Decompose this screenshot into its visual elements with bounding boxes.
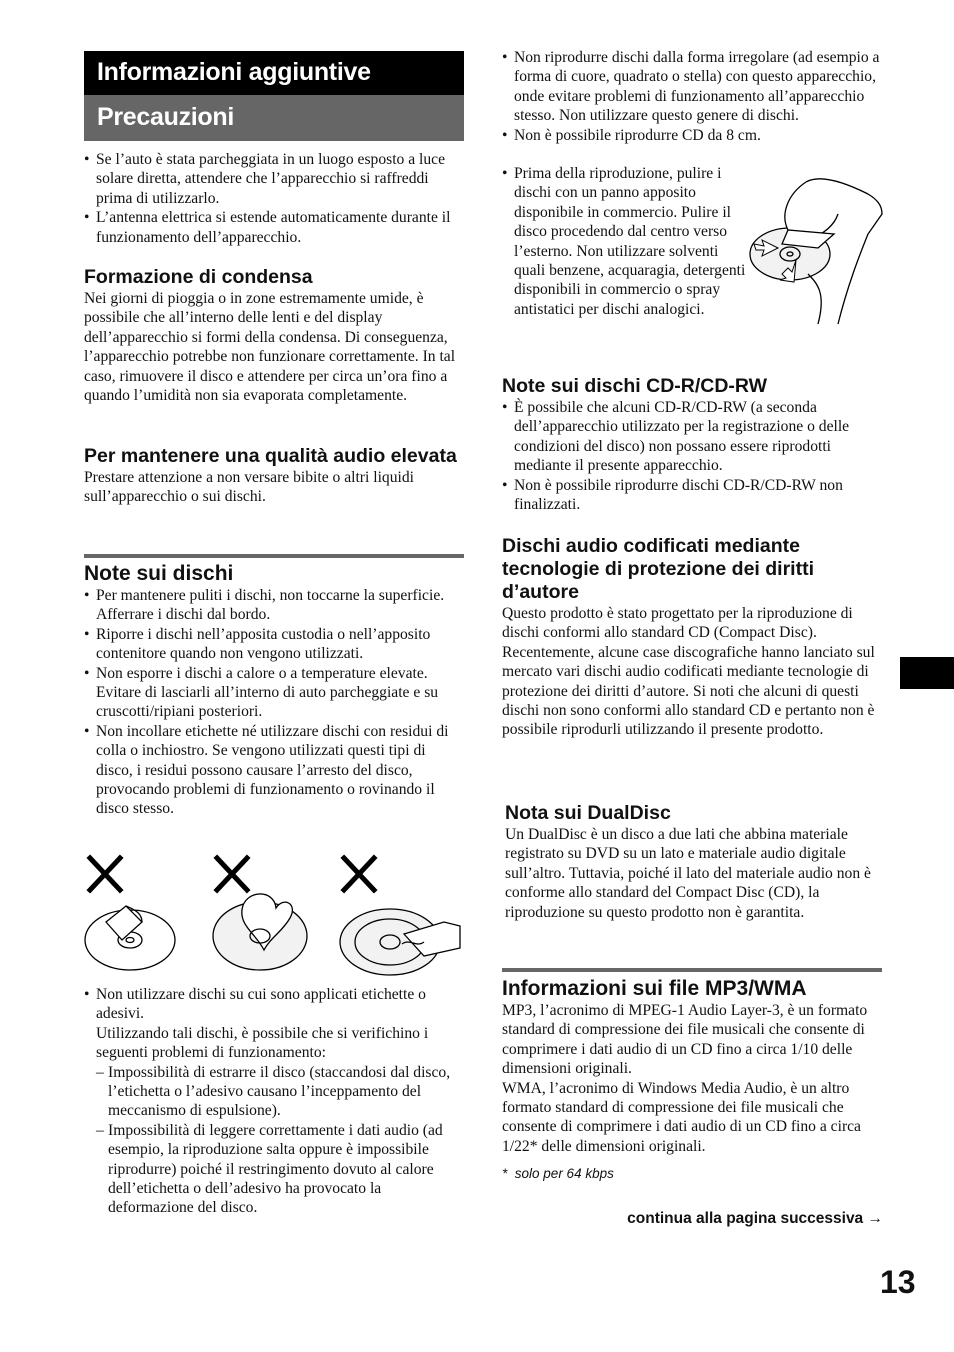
mp3-text-1: MP3, l’acronimo di MPEG-1 Audio Layer-3, è un formato standard di compressione dei file musicali che consente di comprimere i dati audio di un CD fino a circa 1/10 delle dimensioni originali. <box>502 1002 868 1078</box>
disc-bullets <box>502 48 882 145</box>
audio-quality-heading: Per mantenere una qualità audio elevata <box>84 445 457 467</box>
label-warning-list <box>84 985 464 1218</box>
label-followup-text: Utilizzando tali dischi, è possibile che si verifichino i seguenti problemi di funzionamento: <box>96 1024 429 1062</box>
list-item: • L’antenna elettrica si estende automaticamente durante il funzionamento dell’apparecchio. <box>84 208 464 247</box>
heart-shaped-disc-icon <box>213 894 307 970</box>
language-tab <box>900 657 954 689</box>
list-item: • Non è possibile riprodurre CD da 8 cm. <box>502 126 882 145</box>
section-divider <box>84 554 464 558</box>
continue-text: continua alla pagina successiva <box>627 1210 864 1227</box>
mp3-text-2: WMA, l’acronimo di Windows Media Audio, è un altro formato standard di compressione dei file musicali che consente di comprimere i dati audio di un CD fino a circa 1/22* delle dimensioni originali. <box>502 1079 861 1155</box>
footnote <box>502 1164 882 1183</box>
prohibited-x-icon <box>90 858 120 890</box>
continue-note <box>561 1210 883 1228</box>
audio-quality-section <box>84 445 464 507</box>
list-item: • È possibile che alcuni CD-R/CD-RW (a seconda dell’apparecchio utilizzato per la registrazione o delle condizioni del disco) non possano essere riprodotti mediante il presente apparecchio. <box>502 398 882 476</box>
condensation-heading: Formazione di condensa <box>84 266 313 288</box>
list-item: • Riporre i dischi nell’apposita custodia o nell’apposito contenitore quando non vengono utilizzati. <box>84 625 464 664</box>
list-item: – Impossibilità di estrarre il disco (staccandosi dal disco, l’etichetta o l’adesivo causano l’inceppamento del meccanismo di espulsione). <box>96 1063 464 1121</box>
prohibited-discs-illustration <box>84 852 464 980</box>
prohibited-x-icon <box>217 858 247 890</box>
section-title: Informazioni aggiuntive <box>84 51 464 95</box>
label-problems-list <box>96 1063 464 1218</box>
list-item: • Se l’auto è stata parcheggiata in un luogo esposto a luce solare diretta, attendere che l’apparecchio si raffreddi prima di utilizzarlo. <box>84 150 464 208</box>
prohibited-x-icon <box>344 858 374 890</box>
label-warning-text: Non utilizzare dischi su cui sono applicati etichette o adesivi. <box>96 986 426 1023</box>
mp3-section <box>502 976 882 1184</box>
disc-with-residue-icon <box>340 909 460 975</box>
cleaning-list <box>502 164 747 319</box>
disc-notes-list <box>84 586 464 819</box>
intro-list <box>84 150 464 247</box>
condensation-text: Nei giorni di pioggia o in zone estremamente umide, è possibile che all’interno delle lenti e del display dell’apparecchio si formi della condensa. Di conseguenza, l’apparecchio potrebbe non funzionare correttamente. In tal caso, rimuovere il disco e attendere per circa un’ora fino a quando l’umidità non sia evaporata completamente. <box>84 290 456 405</box>
cdr-list <box>502 398 882 514</box>
list-item: • Non è possibile riprodurre dischi CD-R/CD-RW non finalizzati. <box>502 476 882 515</box>
disc-cleaning-illustration <box>748 174 884 326</box>
list-item: • Non riprodurre dischi dalla forma irregolare (ad esempio a forma di cuore, quadrato o stella) con questo apparecchio, onde evitare problemi di funzionamento all’apparecchio stesso. Non utilizzare questo genere di dischi. <box>502 48 882 126</box>
page-number: 13 <box>880 1264 916 1300</box>
arrow-right-icon: → <box>867 1210 883 1227</box>
disc-notes-heading: Note sui dischi <box>84 562 234 585</box>
mp3-heading: Informazioni sui file MP3/WMA <box>502 977 807 1000</box>
list-item: • Non esporre i dischi a calore o a temperature elevate. Evitare di lasciarli all’interno di auto parcheggiate e su cruscotti/ripiani posteriori. <box>84 664 464 722</box>
disc-notes-section <box>84 561 464 819</box>
list-item: • Non incollare etichette né utilizzare dischi con residui di colla o inchiostro. Se vengono utilizzati questi tipi di disco, i residui possono causare l’arresto del disco, provocando problemi di funzionamento o rovinando il disco stesso. <box>84 722 464 819</box>
list-item: • Prima della riproduzione, pulire i dischi con un panno apposito disponibile in commercio. Pulire il disco procedendo dal centro verso l’esterno. Non utilizzare solventi quali benzene, acquaragia, detergenti disponibili in commercio o spray antistatici per dischi analogici. <box>502 164 747 319</box>
subsection-title: Precauzioni <box>84 95 464 141</box>
copyright-text-2: Recentemente, alcune case discografiche hanno lanciato sul mercato vari dischi audio codificati mediante tecnologie di protezione dei diritti d’autore. Si noti che alcuni di questi dischi non sono conformi allo standard CD e pertanto non è possibile riprodurli utilizzando il presente prodotto. <box>502 643 875 739</box>
audio-quality-text: Prestare attenzione a non versare bibite o altri liquidi sull’apparecchio o sui dischi. <box>84 469 414 506</box>
copyright-text-1: Questo prodotto è stato progettato per la riproduzione di dischi conformi allo standard CD (Compact Disc). <box>502 605 853 642</box>
list-item: • Per mantenere puliti i dischi, non toccarne la superficie. Afferrare i dischi dal bordo. <box>84 586 464 625</box>
condensation-section <box>84 266 464 405</box>
copyright-section <box>502 535 882 740</box>
list-item <box>84 985 464 1218</box>
cdr-heading: Note sui dischi CD-R/CD-RW <box>502 375 768 397</box>
disc-with-sticker-icon <box>85 906 175 970</box>
copyright-heading: Dischi audio codificati mediante tecnologie di protezione dei diritti d’autore <box>502 535 815 603</box>
dualdisc-section <box>505 802 882 922</box>
dualdisc-text: Un DualDisc è un disco a due lati che abbina materiale registrato su DVD su un lato e materiale audio digitale sull’altro. Tuttavia, poiché il lato del materiale audio non è conforme allo standard del Compact Disc (CD), la riproduzione su questo prodotto non è garantita. <box>505 826 871 921</box>
dualdisc-heading: Nota sui DualDisc <box>505 802 671 824</box>
footnote-mark: * <box>502 1166 508 1182</box>
footnote-text: solo per 64 kbps <box>514 1166 614 1182</box>
list-item: – Impossibilità di leggere correttamente i dati audio (ad esempio, la riproduzione salta oppure è impossibile riprodurre) poiché il restringimento dovuto al calore dell’etichetta o dell’adesivo ha provocato la deformazione del disco. <box>96 1121 464 1218</box>
section-divider <box>502 968 882 972</box>
cdr-section <box>502 375 882 514</box>
